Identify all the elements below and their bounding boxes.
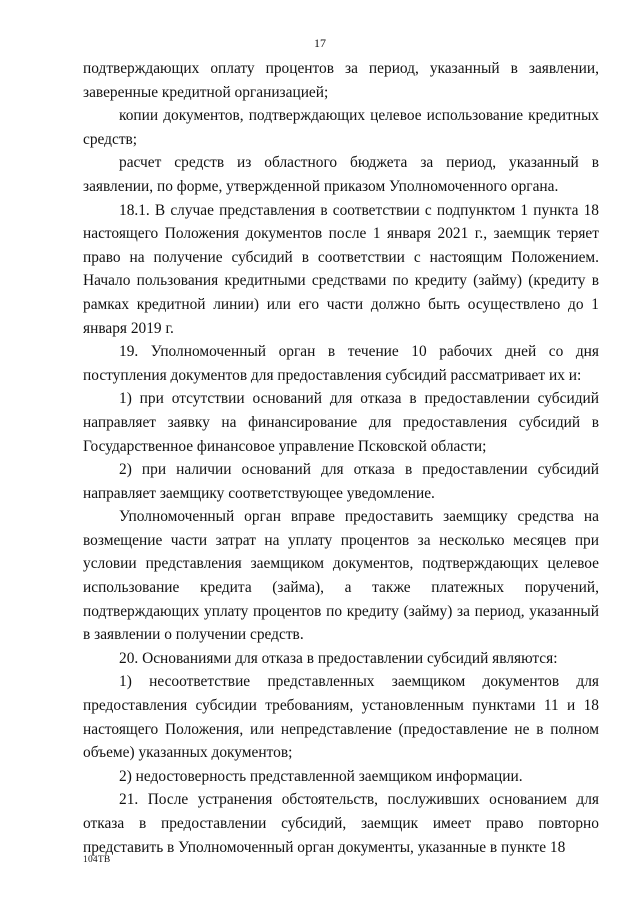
footer-code: 104ТВ [83,855,111,865]
paragraph: подтверждающих оплату процентов за период, указанный в заявлении, заверенные кредитной организацией; [83,60,599,101]
paragraph: 2) при наличии оснований для отказа в предоставлении субсидий направляет заемщику соответствующее уведомление. [83,461,599,502]
paragraph: 19. Уполномоченный орган в течение 10 рабочих дней со дня поступления документов для предоставления субсидий рассматривает их и: [83,343,599,384]
paragraph: 21. После устранения обстоятельств, послуживших основанием для отказа в предоставлении субсидий, заемщик имеет право повторно представить в Уполномоченный орган документы, указанные в пункте 18 [83,791,599,856]
paragraph: расчет средств из областного бюджета за период, указанный в заявлении, по форме, утвержденной приказом Уполномоченного органа. [83,154,599,195]
paragraph: 1) при отсутствии оснований для отказа в предоставлении субсидий направляет заявку на финансирование для предоставления субсидий в Государственное финансовое управление Псковской области; [83,390,599,455]
page-number: 17 [314,36,326,50]
paragraph: 18.1. В случае представления в соответствии с подпунктом 1 пункта 18 настоящего Положения документов после 1 января 2021 г., заемщик теряет право на получение субсидий в соответствии с настоящим Положением. Начало пользования кредитными средствами по кредиту (займу) (кредиту в рамках кредитной линии) или его части должно быть осуществлено до 1 января 2019 г. [83,201,599,337]
paragraph: 1) несоответствие представленных заемщиком документов для предоставления субсидии требованиям, установленным пунктами 11 и 18 настоящего Положения, или непредставление (предоставление не в полном объеме) указанных документов; [83,673,599,762]
paragraph: копии документов, подтверждающих целевое использование кредитных средств; [83,107,599,148]
paragraph: 20. Основаниями для отказа в предоставлении субсидий являются: [119,649,558,667]
paragraph: Уполномоченный орган вправе предоставить заемщику средства на возмещение части затрат на уплату процентов за несколько месяцев при условии представления заемщиком документов, подтверждающих целевое использование кредита (займа), а также платежных поручений, подтверждающих уплату процентов по кредиту (займу) за период, указанный в заявлении о получении средств. [83,508,599,644]
paragraph: 2) недостоверность представленной заемщиком информации. [119,767,523,785]
document-body [83,57,599,859]
